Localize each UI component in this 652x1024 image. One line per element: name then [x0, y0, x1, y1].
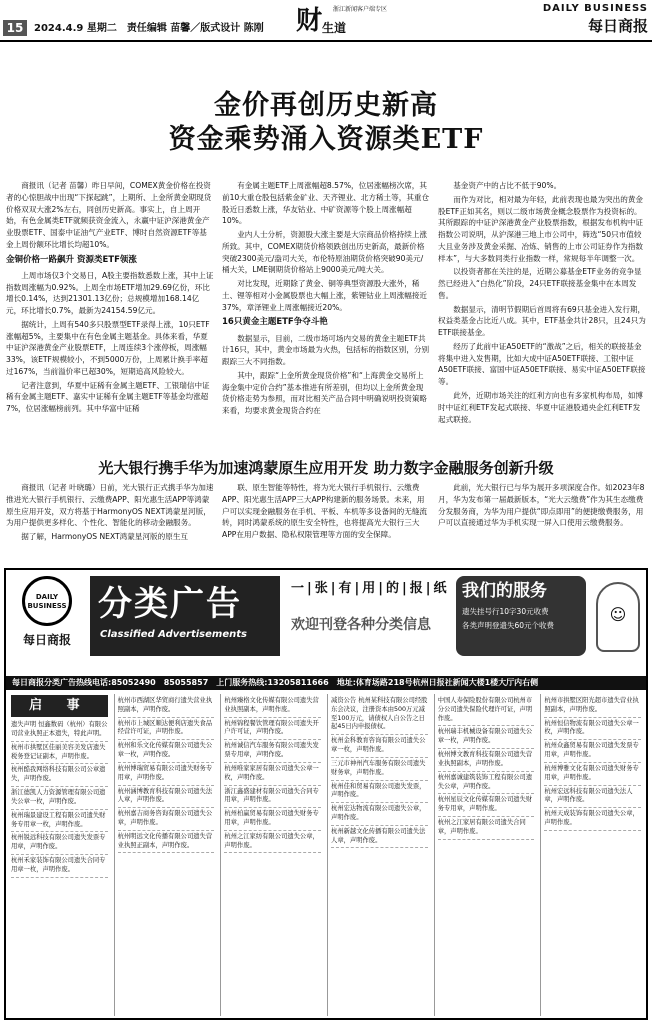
subheading: 16只黄金主题ETF争夺斗艳 — [222, 317, 328, 328]
paragraph: 此前，光大银行已与华为展开多项深度合作。如2023年8月，华为发布第一届最新版本，“光大云缴费”作为其生态缴费分发服务商，为华为用户提供“即点即用”的便捷缴费服务，用户可以直接通过华为手机实现一屏入口使用云缴费服务。 — [438, 483, 645, 528]
ad-item: 杭州宏达物流有限公司遗失公章，声明作废。 — [331, 803, 428, 826]
ad-item: 杭州佳和贸易有限公司遗失发票，声明作废。 — [331, 781, 428, 804]
date-line: 2024.4.9 星期二 责任编辑 苗馨／版式设计 陈刚 — [34, 23, 264, 34]
article-2-body — [6, 482, 646, 562]
ad-item: 杭州诚信汽车服务有限公司遗失发票专用章，声明作废。 — [224, 740, 321, 763]
service-item: 遗失挂号行10字30元收费 — [462, 606, 549, 616]
ad-item: 杭州禾家装饰有限公司遗失合同专用章一枚，声明作废。 — [11, 855, 108, 878]
ad-item: 杭州新越文化传播有限公司遗失法人章，声明作废。 — [331, 826, 428, 849]
ad-item: 杭州市拱墅区佳丽美容美发店遗失税务登记证副本，声明作废。 — [11, 742, 108, 765]
ad-item: 杭州博雅文化有限公司遗失财务专用章，声明作废。 — [544, 763, 641, 786]
ads-column — [434, 694, 538, 1016]
subheading: 金铜价格一路飙升 资源类ETF领涨 — [6, 254, 137, 265]
slogan-2: 欢迎刊登各种分类信息 — [291, 617, 431, 633]
paragraph: 对比发现，近期除了黄金、铜等典型资源股大涨外，稀土、锂等相对小金属股票也大幅上涨，紫锂钴业上周涨幅接近37%，章泽锂业上周涨幅接近20%。 — [222, 279, 428, 312]
ad-item: 杭州恒信物流有限公司遗失公章一枚，声明作废。 — [544, 718, 641, 741]
paragraph: 有金属主题ETF上周涨幅超8.57%，位居涨幅榜次席，其前10大重仓股包括紫金矿业、天齐锂业、北方稀土等，其重仓股近日悉数上涨，华友钴业、中矿资源等个股上周涨幅超10%。 — [222, 181, 430, 226]
article-2-col-3 — [438, 482, 646, 562]
logo-disc-icon: DAILY BUSINESS — [22, 576, 72, 626]
paragraph: 数据显示，清明节假期后首周将有69只基金进入发行期，权益类基金占比近八成。其中，ETF基金共计28只，且24只为ETF联接基金。 — [438, 304, 646, 338]
ad-item: 杭州酷我网络科技有限公司公章遗失，声明作废。 — [11, 764, 108, 787]
qishi-label: 启 事 — [11, 695, 108, 717]
ads-column — [327, 694, 431, 1016]
slogan-1: 一|张|有|用|的|报|纸 — [291, 581, 450, 596]
ad-item: 三元市神州汽车服务有限公司遗失财务章，声明作废。 — [331, 758, 428, 781]
ad-item: 杭州涵博教育科技有限公司遗失法人章，声明作废。 — [118, 786, 215, 809]
ad-title-cn: 分类广告 — [98, 584, 242, 624]
header-tagline: 浙江新闻客户端专区 — [333, 6, 388, 13]
ad-item: 杭州明远文化传播有限公司遗失营业执照正副本，声明作废。 — [118, 831, 215, 854]
page-header — [0, 0, 652, 42]
ad-item: 浙江鑫盛建材有限公司遗失合同专用章，声明作废。 — [224, 786, 321, 809]
ad-item: 杭州众鑫贸易有限公司遗失发票专用章，声明作废。 — [544, 740, 641, 763]
section-logo: 财 — [296, 6, 323, 36]
paragraph: 商报讯（记者 苗馨）昨日早间，COMEX黄金价格在投资者的心惊胆战中出现“下探起跳”，上期所、上金所黄金期现货价格双双大涨2%左右，同创历史新高。事实上，自上周开始，有色金属类ETF就频获资金流入，永赢中证沪深港黄金产业股票ETF、国泰中证油气产业ETF、博时自然资源ETF等基金上周份额环比增长均超10%。 — [6, 181, 212, 249]
article-1-col-3 — [438, 180, 646, 450]
ad-item: 杭州瑞丰机械设备有限公司遗失公章一枚，声明作废。 — [438, 726, 535, 749]
article-1-col-2 — [222, 180, 430, 450]
contact-bar: 每日商报分类广告热线电话:85052490 85055857 上门服务热线:13205811666 地址:体育场路218号杭州日报社新闻大楼1楼大厅内右侧 — [6, 676, 646, 690]
ad-item: 杭州柏赢贸易有限公司遗失财务专用章，声明作废。 — [224, 808, 321, 831]
service-box — [456, 576, 586, 656]
brand-name: 每日商报 — [587, 17, 648, 35]
section-logo-sub: 生道 — [322, 21, 347, 35]
article-2-title: 光大银行携手华为加速鸿蒙原生应用开发 助力数字金融服务创新升级 — [98, 459, 554, 477]
classified-ads-section — [4, 568, 648, 1020]
ad-item: 减资公告 杭州某科技有限公司经股东会决议，注册资本由500万元减至100万元，请债权人自公告之日起45日内申报债权。 — [331, 695, 428, 735]
ad-item: 杭州之江家居有限公司遗失合同章，声明作废。 — [438, 817, 535, 840]
paragraph: 上周市场仅3个交易日，A股主要指数悉数上涨，其中上证指数周涨幅为0.92%。上周全市场ETF增加29.69亿份，环比增长0.14%，达到21301.13亿份；总规模增加168.14亿元，环比增长0.7%，最新为24154.59亿元。 — [6, 270, 214, 316]
ads-column — [220, 694, 324, 1016]
ad-title-en: Classified Advertisements — [100, 628, 247, 640]
ads-column — [8, 694, 111, 1016]
paragraph: 此外，近期市场关注的红利方向也有多家机构布局，如博时中证红利ETF发起式联接、华夏中证港股通央企红利ETF发起式联接。 — [438, 391, 644, 424]
paragraph: 记者注意到，华夏中证稀有金属主题ETF、工银瑞信中证稀有金属主题ETF、嘉实中证稀有金属主题ETF等基金均涨超7%，位居涨幅榜前列。其中华富中证稀 — [6, 380, 210, 414]
mascot-icon: ☺ — [596, 582, 640, 652]
ad-item: 杭州嘉诚建筑装饰工程有限公司遗失公章，声明作废。 — [438, 772, 535, 795]
service-item: 各类声明登遗失60元个收费 — [462, 621, 555, 631]
ad-item: 浙江德凯人力资源管理有限公司遗失公章一枚，声明作废。 — [11, 787, 108, 810]
ads-column — [114, 694, 218, 1016]
ad-item: 杭州市西湖区华贸商行遗失营业执照副本，声明作废。 — [118, 695, 215, 718]
paragraph: 数据显示，目前，二级市场可场内交易的黄金主题ETF共计16只，其中，黄金市场最为火热，包括标的指数区别，分别跟踪三大不同指数。 — [222, 333, 430, 367]
ad-item: 杭州嘉吉商务咨询有限公司遗失公章，声明作废。 — [118, 808, 215, 831]
article-2-col-1 — [6, 482, 214, 562]
ad-item: 杭州锐远科技有限公司遗失发票专用章，声明作废。 — [11, 832, 108, 855]
paragraph: 商报讯（记者 叶晓璐）日前，光大银行正式携手华为加速推进光大银行手机银行、云缴费APP、阳光惠生活APP等鸿蒙原生应用开发，双方将基于HarmonyOS NEXT鸿蒙星河版，为用户提供更多样化、个性化、智能化的移动金融服务。 — [6, 483, 214, 528]
ad-item: 杭州市拱墅区阳光超市遗失营业执照副本，声明作废。 — [544, 695, 641, 718]
ad-item: 杭州博文教育科技有限公司遗失营业执照副本，声明作废。 — [438, 749, 535, 772]
paragraph: 业内人士分析，资源股大涨主要是大宗商品价格持续上涨所致。其中，COMEX期货价格领跌创出历史新高，最新价格突破2300美元/盎司大关，布伦特原油期货价格突破90美元/桶大关，LME铜期货价格站上9000美元/吨大关。 — [222, 230, 428, 275]
ad-item: 杭州天成装饰有限公司遗失公章，声明作废。 — [544, 808, 641, 831]
logo-name: 每日商报 — [22, 633, 71, 647]
ad-item: 杭州锦程餐饮管理有限公司遗失开户许可证，声明作废。 — [224, 718, 321, 741]
paragraph: 据了解，HarmonyOS NEXT鸿蒙星河版的原生互 — [21, 532, 189, 542]
ad-item: 杭州之江家纺有限公司遗失公章，声明作废。 — [224, 831, 321, 854]
ad-item: 遗失声明 恒鑫数码（杭州）有限公司营业执照正本遗失，特此声明。 — [11, 719, 108, 742]
ad-item: 杭州唯家家居有限公司遗失公章一枚，声明作废。 — [224, 763, 321, 786]
ad-item: 杭州瑞景建设工程有限公司遗失财务专用章一枚，声明作废。 — [11, 810, 108, 833]
headline-line-2: 资金乘势涌入资源类ETF — [168, 124, 484, 155]
article-2-col-2 — [222, 482, 430, 562]
page-number: 15 — [3, 20, 27, 36]
paragraph: 经历了此前中证A50ETF的“激战”之后，相关的联接基金将集中进入发售期，比如大成中证A50ETF联接、工银中证A50ETF联接、富国中证A50ETF联接、易实中证A50ETF联接等。 — [438, 341, 646, 387]
ad-item: 杭州和乐文化传媒有限公司遗失公章一枚，声明作废。 — [118, 740, 215, 763]
service-title: 我们的服务 — [462, 581, 547, 601]
paragraph: 其中，跟踪“上金所黄金现货价格”和“上海黄金交易所上海金集中定价合约”基本推进有所差别，但均以上金所黄金现货价格走势为参照，而对比相关产品合同中明确说明投资策略来看，均要求黄金现货合约在 — [222, 370, 428, 416]
ad-item: 杭州博瑞贸易有限公司遗失财务专用章，声明作废。 — [118, 763, 215, 786]
ad-item: 杭州星辰文化传媒有限公司遗失财务专用章，声明作废。 — [438, 794, 535, 817]
headline-line-1: 金价再创历史新高 — [214, 90, 438, 121]
paragraph: 据统计，上周有540多只股票型ETF录得上涨，10只ETF涨幅超5%，主要集中在有色金属主题基金。具体来看，华夏中证沪深港黄金产业股票ETF，上周连续3个涨停板，周涨幅33%，该ETF规模较小，不到5000万份，上周累计换手率超过167%，当前溢价率已超30%，短期追高风险较大。 — [6, 319, 210, 376]
paragraph: 以投资者都在关注的是，近期公募基金ETF业务的竞争显然已经进入“白热化”阶段，24只ETF联接基金集中在本周发售。 — [438, 267, 642, 300]
ad-item: 杭州宏远科技有限公司遗失法人章，声明作废。 — [544, 786, 641, 809]
ad-item: 中国人寿保险股份有限公司杭州市分公司遗失保险代理许可证，声明作废。 — [438, 695, 535, 726]
ads-column — [540, 694, 644, 1016]
ad-item: 杭州市上城区顺达便利店遗失食品经营许可证，声明作废。 — [118, 718, 215, 741]
ad-item: 杭州臻格文化传媒有限公司遗失营业执照副本，声明作废。 — [224, 695, 321, 718]
article-1-body — [6, 180, 646, 450]
ad-logo — [12, 576, 82, 666]
article-1-col-1 — [6, 180, 214, 450]
ads-grid — [8, 694, 644, 1016]
paragraph: 基金资产中的占比不低于90%。 — [453, 181, 562, 190]
ad-item: 杭州金科教育咨询有限公司遗失公章一枚，声明作废。 — [331, 735, 428, 758]
paragraph: 而作为对比，相对最为年轻，此前表现也最为突出的黄金股ETF正如其名，则以二级市场黄金概念股票作为投资标的。其所跟踪的中证沪深港黄金产业股票指数，根据发布机构中证指数公司说明，从沪深港三地上市公司中，筛选“50只市值较大且业务涉及黄金采掘、冶炼、销售的上市公司证券作为指数样本”，与大多数同类行业指数一样，常规每半年调整一次。 — [438, 194, 644, 263]
brand-en: DAILY BUSINESS — [542, 3, 648, 14]
paragraph: 联、原生智能等特性，将为光大银行手机银行、云缴费APP、阳光惠生活APP三大APP构建新的服务场景。未来，用户可以实现金融服务在手机、平板、车机等多设备间的无缝流转，同时鸿蒙系统的原生安全特性，也将提高光大银行三大APP在用户数据、隐私权限管理等方面的安全保障。 — [222, 483, 428, 540]
ad-title-banner — [90, 576, 280, 656]
